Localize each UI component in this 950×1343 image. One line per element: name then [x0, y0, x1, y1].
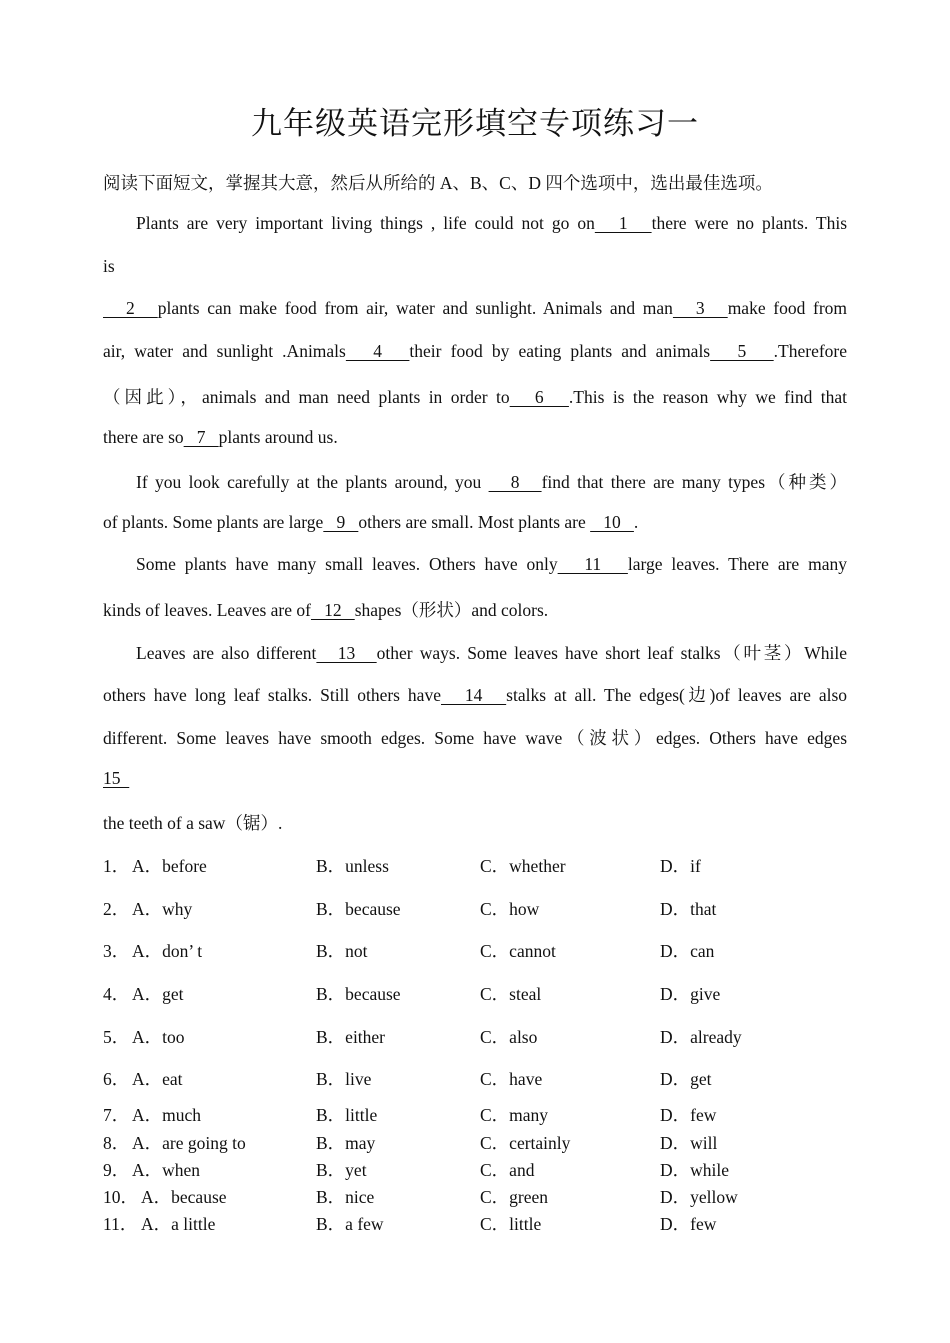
option-b: B．because [316, 899, 401, 919]
blank-1: 1 [594, 213, 652, 233]
passage-line-3: 2 plants can make food from air, water and sunlight. Animals and man 3 make food from [103, 298, 848, 318]
question-number: 2． [103, 899, 130, 919]
option-a: A．why [132, 899, 193, 919]
option-b: B．live [316, 1069, 372, 1089]
blank-6: 6 [509, 387, 569, 407]
option-a: A．a little [141, 1214, 216, 1234]
option-row [103, 1102, 847, 1126]
question-number: 6． [103, 1069, 130, 1089]
option-d: D．that [660, 899, 717, 919]
option-a: A．before [132, 856, 207, 876]
option-b: B．may [316, 1133, 376, 1153]
option-row [103, 1066, 847, 1090]
blank-8: 8 [488, 472, 542, 492]
option-d: D．if [660, 856, 701, 876]
blank-12: 12 [310, 600, 355, 620]
passage-line-7: If you look carefully at the plants around, you 8 find that there are many types（种类） [136, 472, 847, 492]
blank-7: 7 [183, 427, 219, 447]
instruction: 阅读下面短文，掌握其大意，然后从所给的 A、B、C、D 四个选项中，选出最佳选项。 [103, 173, 773, 193]
passage-line-2: is [103, 256, 115, 276]
option-c: C．have [480, 1069, 543, 1089]
option-b: B．little [316, 1105, 378, 1125]
option-d: D．already [660, 1027, 742, 1047]
blank-13: 13 [316, 643, 377, 663]
option-d: D．can [660, 941, 715, 961]
blank-9: 9 [323, 512, 359, 532]
option-c: C．little [480, 1214, 542, 1234]
passage-line-11: Leaves are also different 13 other ways. Some leaves have short leaf stalks（叶茎）While [136, 643, 848, 663]
option-a: A．when [132, 1160, 201, 1180]
passage-line-12: others have long leaf stalks. Still others have 14 stalks at all. The edges(边)of leaves are also [103, 685, 848, 705]
blank-10: 10 [590, 512, 634, 532]
option-row [103, 1184, 847, 1208]
option-c: C．cannot [480, 941, 556, 961]
option-a: A．too [132, 1027, 185, 1047]
option-b: B．either [316, 1027, 386, 1047]
option-c: C．certainly [480, 1133, 571, 1153]
passage-line-4: air, water and sunlight .Animals 4 their food by eating plants and animals 5 .Therefore [103, 341, 848, 361]
option-row [103, 853, 847, 877]
option-d: D．while [660, 1160, 730, 1180]
blank-4: 4 [345, 341, 410, 361]
option-d: D．get [660, 1069, 712, 1089]
question-number: 7． [103, 1105, 130, 1125]
option-b: B．nice [316, 1187, 375, 1207]
option-c: C．whether [480, 856, 566, 876]
option-row [103, 1130, 847, 1154]
option-d: D．give [660, 984, 721, 1004]
option-a: A．much [132, 1105, 202, 1125]
option-b: B．because [316, 984, 401, 1004]
question-number: 10． [103, 1187, 138, 1207]
option-c: C．how [480, 899, 540, 919]
option-a: A．don’ t [132, 941, 203, 961]
option-row [103, 1024, 847, 1048]
option-d: D．few [660, 1105, 717, 1125]
passage-line-10: kinds of leaves. Leaves are of 12 shapes（形状）and colors. [103, 600, 549, 620]
blank-3: 3 [672, 298, 728, 318]
option-b: B．yet [316, 1160, 367, 1180]
option-a: A．are going to [132, 1133, 246, 1153]
option-row [103, 938, 847, 962]
passage-line-9: Some plants have many small leaves. Others have only 11 large leaves. There are many [136, 554, 847, 574]
option-a: A．eat [132, 1069, 183, 1089]
option-a: A．get [132, 984, 184, 1004]
option-row [103, 981, 847, 1005]
blank-15: 15 [103, 768, 130, 788]
passage-line-8: of plants. Some plants are large 9 others are small. Most plants are 10 . [103, 512, 639, 532]
option-c: C．steal [480, 984, 542, 1004]
passage-line-15: the teeth of a saw（锯）. [103, 813, 283, 833]
passage-line-13: different. Some leaves have smooth edges. Some have wave（波状）edges. Others have edges [103, 728, 847, 748]
option-row [103, 1157, 847, 1181]
option-b: B．not [316, 941, 368, 961]
page-title: 九年级英语完形填空专项练习一 [251, 106, 699, 142]
question-number: 5． [103, 1027, 130, 1047]
question-number: 3． [103, 941, 130, 961]
option-c: C．and [480, 1160, 535, 1180]
passage-line-6: there are so 7 plants around us. [103, 427, 338, 447]
blank-2: 2 [103, 298, 158, 318]
option-row [103, 896, 847, 920]
blank-11: 11 [557, 554, 628, 574]
passage-line-5: （因此），animals and man need plants in order to 6 .This is the reason why we find that [103, 387, 848, 407]
passage-line-14 [103, 768, 847, 789]
blank-5: 5 [710, 341, 774, 361]
option-b: B．a few [316, 1214, 384, 1234]
option-d: D．will [660, 1133, 718, 1153]
option-c: C．green [480, 1187, 549, 1207]
option-row [103, 1211, 847, 1235]
option-c: C．many [480, 1105, 549, 1125]
blank-14: 14 [440, 685, 507, 705]
option-b: B．unless [316, 856, 389, 876]
option-c: C．also [480, 1027, 538, 1047]
option-a: A．because [141, 1187, 227, 1207]
question-number: 1． [103, 856, 130, 876]
option-d: D．yellow [660, 1187, 738, 1207]
question-number: 11． [103, 1214, 138, 1234]
question-number: 9． [103, 1160, 130, 1180]
option-d: D．few [660, 1214, 717, 1234]
question-number: 4． [103, 984, 130, 1004]
passage-line-1: Plants are very important living things , life could not go on 1 there were no plants. This [136, 213, 848, 233]
question-number: 8． [103, 1133, 130, 1153]
